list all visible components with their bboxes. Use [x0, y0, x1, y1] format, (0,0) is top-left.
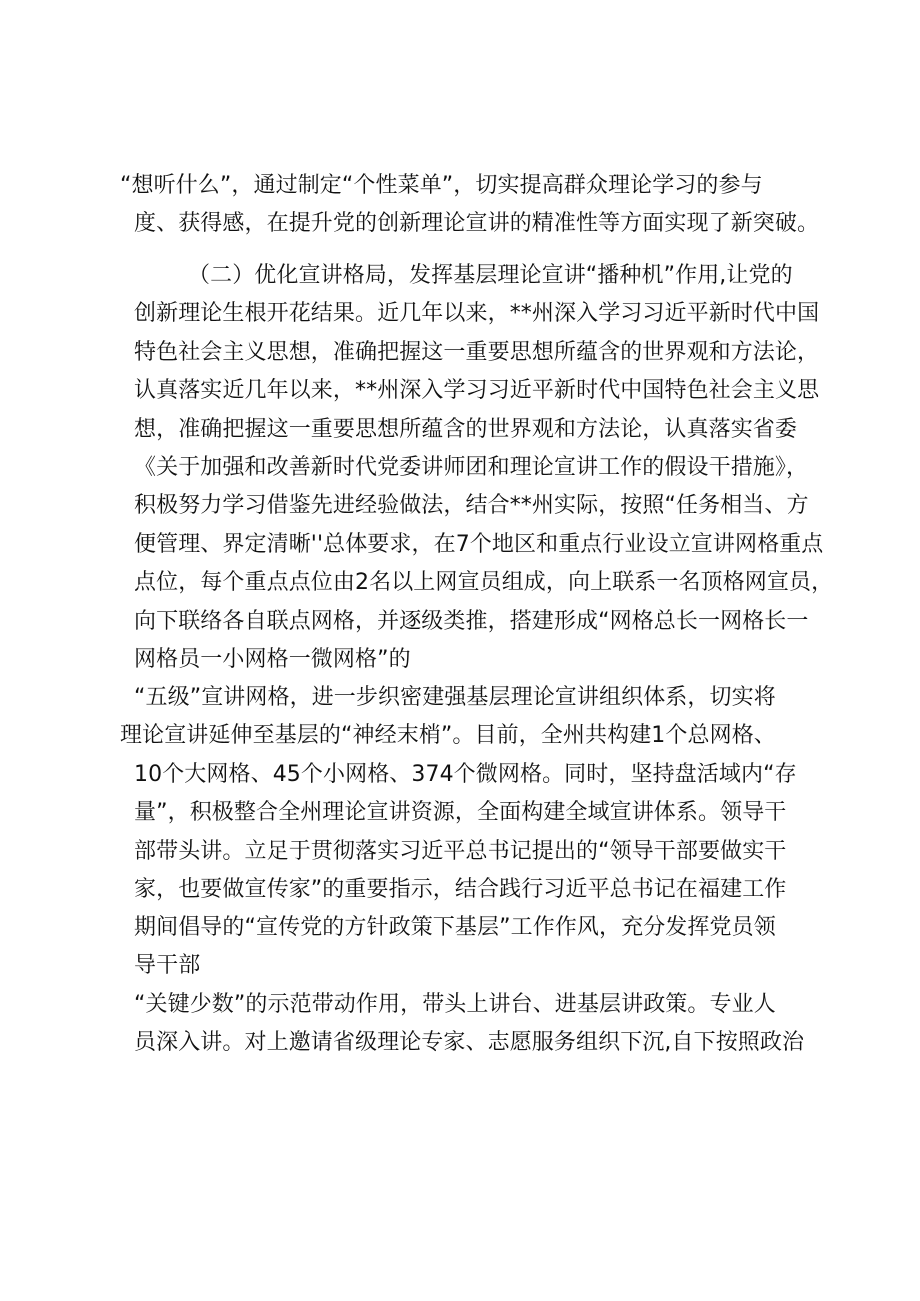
- text-line: 理论宣讲延伸至基层的“神经末梢”。目前，全州共构建1个总网格、: [120, 723, 776, 748]
- text-line: 部带头讲。立足于贯彻落实习近平总书记提出的“领导干部要做实干: [134, 839, 787, 864]
- text-line: 10个大网格、45个小网格、374个微网格。同时，坚持盘活域内“存: [134, 762, 797, 787]
- text-line: 家，也要做宣传家”的重要指示，结合践行习近平总书记在福建工作: [134, 877, 787, 902]
- text-line: 期间倡导的“宣传党的方针政策下基层”工作作风，充分发挥党员领: [134, 915, 776, 940]
- section-heading-line: （二）优化宣讲格局，发挥基层理论宣讲“播种机”作用,让党的: [188, 263, 793, 288]
- text-line: 员深入讲。对上邀请省级理论专家、志愿服务组织下沉,自下按照政治: [134, 1030, 805, 1055]
- text-line: 特色社会主义思想，准确把握这一重要思想所蕴含的世界观和方法论，: [134, 340, 820, 365]
- text-line: 创新理论生根开花结果。近几年以来，**州深入学习习近平新时代中国: [134, 301, 820, 326]
- text-line: 导干部: [134, 953, 201, 978]
- text-line: 点位，每个重点点位由2名以上网宣员组成，向上联系一名顶格网宣员，: [134, 570, 834, 595]
- text-line: 网格员一小网格一微网格”的: [134, 647, 411, 672]
- text-line: “关键少数”的示范带动作用，带头上讲台、进基层讲政策。专业人: [134, 992, 776, 1017]
- text-line: 积极努力学习借鉴先进经验做法，结合**州实际，按照“任务相当、方: [134, 493, 809, 518]
- text-line: 向下联络各自联点网格，并逐级类推，搭建形成“网格总长一网格长一: [134, 609, 809, 634]
- text-line: 度、获得感，在提升党的创新理论宣讲的精准性等方面实现了新突破。: [134, 211, 820, 236]
- text-line: 《关于加强和改善新时代党委讲师团和理论宣讲工作的假设干措施》，: [134, 455, 809, 480]
- text-line: 认真落实近几年以来，**州深入学习习近平新时代中国特色社会主义思: [134, 378, 820, 403]
- text-line: 想，准确把握这一重要思想所蕴含的世界观和方法论，认真落实省委: [134, 417, 798, 442]
- text-line: 量”，积极整合全州理论宣讲资源，全面构建全域宣讲体系。领导干: [134, 800, 787, 825]
- text-line: 便管理、界定清晰''总体要求，在7个地区和重点行业设立宣讲网格重点: [134, 532, 824, 557]
- text-line: “想听什么”，通过制定“个性菜单”，切实提高群众理论学习的参与: [120, 173, 763, 198]
- text-line: “五级”宣讲网格，进一步织密建强基层理论宣讲组织体系，切实将: [134, 685, 776, 710]
